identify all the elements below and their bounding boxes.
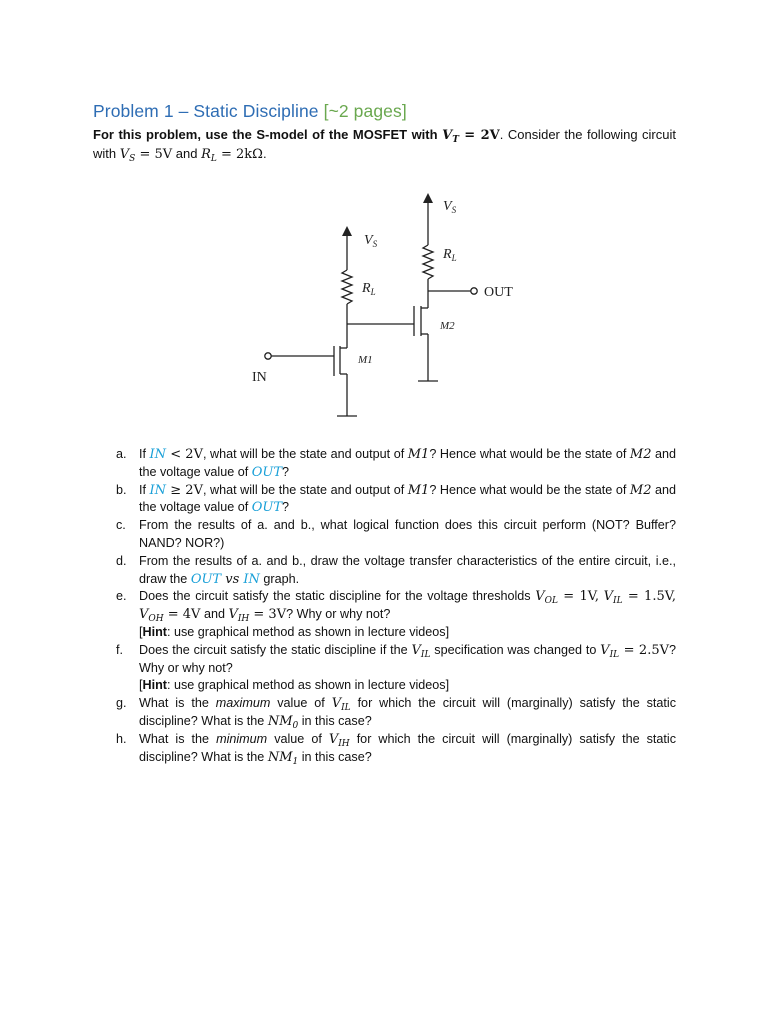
question-b: b. If IN ≥ 2V, what will be the state and output of M1? Hence what would be the state of M2 and the voltage value of OUT? [116, 482, 677, 516]
nmos-inverter-circuit-diagram [240, 188, 540, 420]
question-list [116, 446, 676, 766]
question-f: f. Does the circuit satisfy the static discipline if the $V_{IL}$ specification was changed to $V_{IL} = 2.5V$? Why or why not? [Hint: use graphical method as shown in lecture videos] [116, 642, 676, 695]
right-rl-label: $R_L$ [443, 247, 457, 263]
out-label: OUT [484, 285, 513, 300]
question-a: a. If IN < 2V, what will be the state and output of M1? Hence what would be the state of M2 and the voltage value of OUT? [116, 447, 677, 480]
intro-rl-math: $R_L = 2k\Omega$ [201, 147, 263, 164]
left-resistor-rl [342, 270, 352, 304]
intro-vs-math: $V_S = 5V$ [119, 147, 173, 164]
question-e-hint: [Hint: use graphical method as shown in lecture videos] [139, 624, 450, 639]
question-g: g. What is the maximum value of $V_{IL}$ for which the circuit will (marginally) satisfy the static discipline? What is the $NM_0$ in this case? [116, 696, 677, 731]
intro-text-1: . Consider the following circuit with [93, 127, 676, 161]
left-vs-arrow [342, 226, 352, 236]
intro-and: and [175, 146, 198, 161]
question-c: c. From the results of a. and b., what logical function does this circuit perform (NOT? Buffer? NAND? NOR?) [116, 518, 676, 550]
in-terminal [265, 353, 271, 359]
out-terminal [471, 288, 477, 294]
left-vs-label: $V_S$ [364, 233, 378, 249]
left-rl-label: $R_L$ [362, 281, 376, 297]
question-h: h. What is the minimum value of $V_{IH}$ for which the circuit will (marginally) satisfy the static discipline? What is the $NM_1$ in this case? [116, 731, 677, 767]
m2-label: M2 [440, 320, 455, 332]
intro-bold-lead: For this problem, use the S-model of the MOSFET with [93, 127, 438, 142]
right-vs-arrow [423, 193, 433, 203]
m1-label: M1 [358, 354, 373, 366]
problem-intro: For this problem, use the S-model of the MOSFET with $V_T = 2V$. Consider the following circuit with $V_S = 5V$ and $R_L = 2k\Omega$. [93, 127, 676, 164]
problem-title-main: Problem 1 – Static Discipline [93, 101, 319, 121]
question-f-hint: [Hint: use graphical method as shown in lecture videos] [139, 678, 450, 693]
intro-vt-math: $V_T = 2V$ [442, 128, 500, 145]
question-e: e. Does the circuit satisfy the static discipline for the voltage thresholds $V_{OL} = 1V$, $V_{IL} = 1.5V$, $V_{OH} = 4V$ and $V_{IH} = 3V$? Why or why not? [Hint: use graphical method as shown in lecture videos] [116, 588, 676, 641]
problem-title [93, 101, 407, 122]
problem-title-page-hint: [~2 pages] [323, 101, 407, 121]
question-d: d. From the results of a. and b., draw the voltage transfer characteristics of the entire circuit, i.e., draw the OUT vs IN graph. [116, 553, 676, 587]
right-resistor-rl [423, 245, 433, 279]
right-vs-label: $V_S$ [443, 199, 457, 215]
in-label: IN [252, 370, 267, 385]
